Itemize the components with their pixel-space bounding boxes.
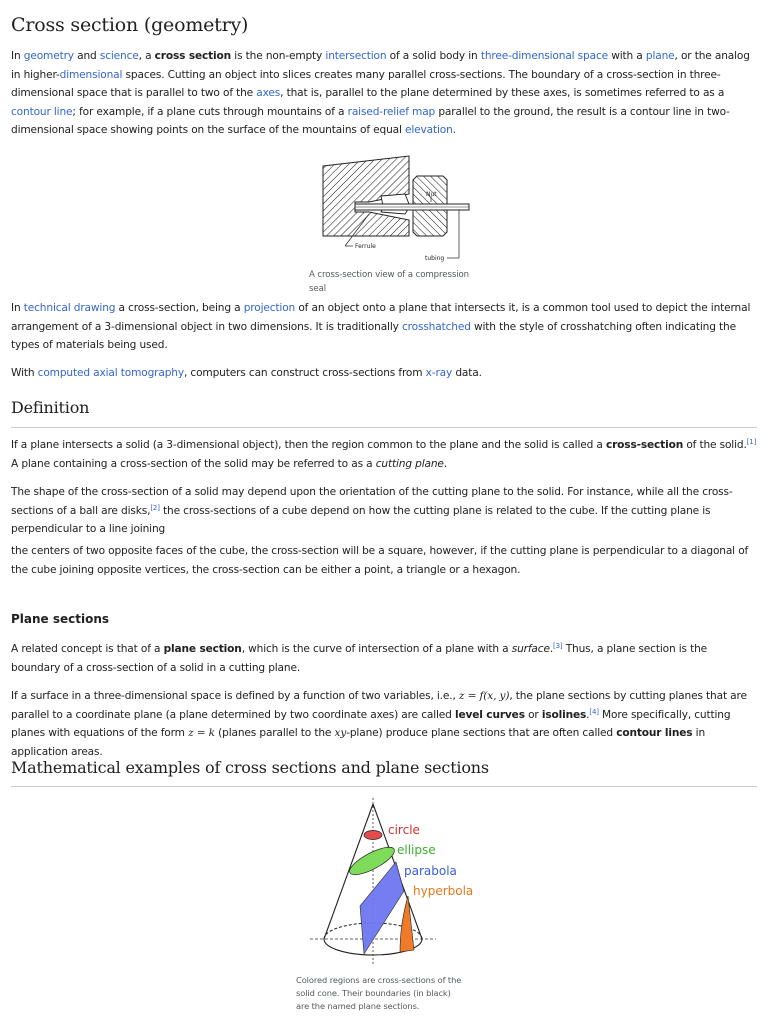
article-link[interactable]: elevation [404,124,453,137]
article-link[interactable]: technical drawing [23,302,116,314]
article-link[interactable]: geometry [23,50,74,62]
cone-diagram [296,796,476,968]
tubing-label: tubing [425,255,445,262]
article-link[interactable]: plane [645,50,675,62]
compression-seal-figure [309,154,471,296]
nut-label: Nut [426,191,437,198]
citation-link[interactable]: [2] [150,503,160,512]
bold-term: contour lines [616,727,693,740]
article-link[interactable]: computed axial tomography [37,367,184,379]
definition-paragraph-2: The shape of the cross-section of a solid may depend upon the orientation of the cutting plane to the solid. For instance, while all the cross-sections of a ball are disks,[2] the cross-sections of a cube depend on how the cutting plane is related to the cube. If the cutting plane is perpendicular to a line joining [11,486,733,536]
circle-section [364,831,382,840]
compression-seal-diagram [309,154,471,264]
bold-term: level curves [454,708,525,721]
intro-paragraph: In geometry and science, a cross section is the non-empty intersection of a solid body in three-dimensional space with a plane, or the analog in higher-dimensional spaces. Cutting an object into slices creates many parallel cross-sections. The boundary of a cross-section in three-dimensional space that is parallel to two of the axes, that is, parallel to the plane determined by these axes, is sometimes referred to as a contour line; for example, if a plane cuts through mountains of a raised-relief map parallel to the ground, the result is a contour line in two-dimensional space showing points on the surface of the mountains of equal elevation. [11,50,750,137]
math-expression: z = f(x, y) [458,690,510,702]
citation-link[interactable]: [3] [553,642,563,650]
definition-heading: Definition [11,398,90,417]
article-link[interactable]: crosshatched [401,320,471,333]
circle-label: circle [388,823,420,837]
math-expression: xy [334,727,347,740]
page-title: Cross section (geometry) [11,14,249,36]
bold-term: cross section [154,50,232,62]
article-link[interactable]: axes [256,87,281,100]
article-link[interactable]: projection [243,302,296,314]
bold-term: plane section [163,643,242,655]
definition-paragraph-1: If a plane intersects a solid (a 3-dimensional object), then the region common to the plane and the solid is called a cross-section of the solid.[1] A plane containing a cross-section of the solid may be referred to as a cutting plane. [11,438,757,470]
plane-sections-paragraph-1: A related concept is that of a plane section, which is the curve of intersection of a plane with a surface.[3] Thus, a plane section is the boundary of a cross-section of a solid in a cutting plane. [11,642,708,674]
citation-link[interactable]: [4] [589,707,599,716]
hyperbola-section [400,896,414,952]
parabola-section [360,862,404,954]
article-link[interactable]: raised-relief map [347,105,436,118]
definition-paragraph-3: the centers of two opposite faces of the cube, the cross-section will be a square, however, if the cutting plane is perpendicular to a diagonal of the cube joining opposite vertices, the cross-section can be either a point, a triangle or a hexagon. [11,545,749,576]
article-link[interactable]: dimensional [59,68,123,81]
bold-term: cross-section [605,439,684,451]
conic-sections-figure [296,796,476,1013]
article-link[interactable]: intersection [325,50,387,62]
ellipse-label: ellipse [397,843,436,857]
hyperbola-label: hyperbola [413,884,474,898]
parabola-label: parabola [404,864,457,878]
examples-divider [11,786,757,787]
ferrule-label: Ferrule [355,243,376,250]
article-link[interactable]: science [99,50,139,62]
technical-drawing-paragraph: In technical drawing a cross-section, being a projection of an object onto a plane that intersects it, is a common tool used to depict the internal arrangement of a 3-dimensional object in two dimensions. It is traditionally crosshatched with the style of crosshatching often indicating the types of materials being used. [11,302,751,352]
figure1-caption: A cross-section view of a compression seal [309,270,469,294]
plane-sections-heading: Plane sections [11,612,110,626]
tomography-paragraph: With computed axial tomography, computers can construct cross-sections from x-ray data. [11,367,482,379]
italic-term: surface [511,643,550,655]
figure2-caption: Colored regions are cross-sections of the solid cone. Their boundaries (in black) are the named plane sections. [296,975,462,1011]
citation-link[interactable]: [1] [746,438,757,446]
definition-divider [11,427,757,428]
article-link[interactable]: contour line [11,105,73,118]
italic-term: cutting plane [375,457,444,470]
article-link[interactable]: three-dimensional space [480,50,608,62]
math-expression: z = k [188,727,215,740]
examples-heading: Mathematical examples of cross sections and plane sections [11,758,489,777]
plane-sections-paragraph-2: If a surface in a three-dimensional space is defined by a function of two variables, i.e., z = f(x, y), the plane sections by cutting planes that are parallel to a coordinate plane (a plane determined by two coordinate axes) are called level curves or isolines.[4] More specifically, cutting planes with equations of the form z = k (planes parallel to the xy-plane) produce plane sections that are often called contour lines in application areas. [11,690,747,758]
bold-term: isolines [541,708,587,721]
article-link[interactable]: x-ray [425,367,453,379]
